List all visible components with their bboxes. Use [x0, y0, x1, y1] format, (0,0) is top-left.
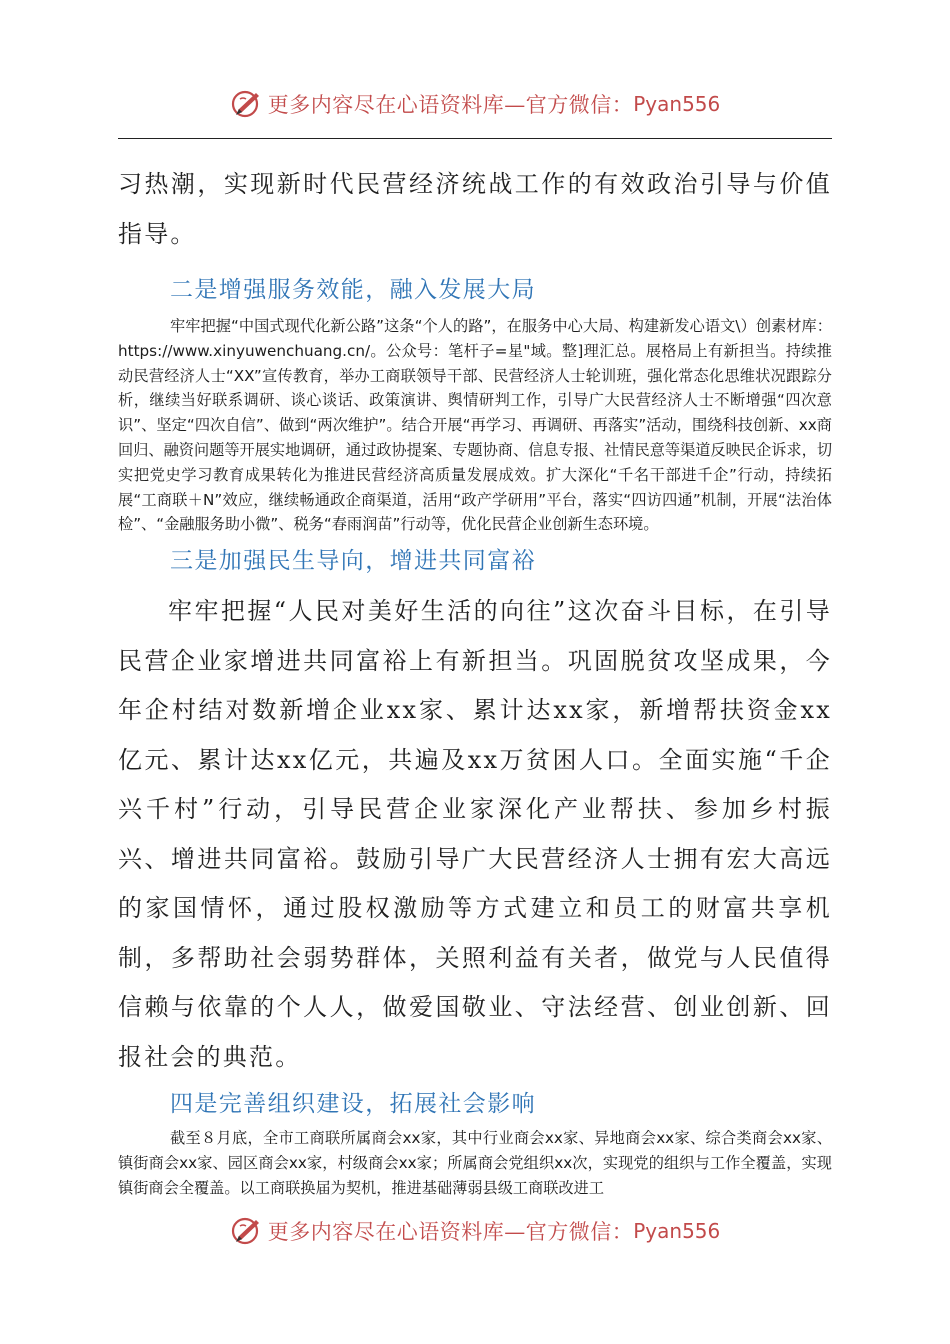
pen-logo-icon [230, 1214, 264, 1248]
banner-wechat-id: Pyan556 [633, 92, 721, 116]
section2-paragraph: 牢牢把握“中国式现代化新公路”这条“个人的路”，在服务中心大局、构建新发心语文\）创素材库：https://www.xinyuwenchuang.cn/。公众号：笔杆子=星"域。整]理汇总。展格局上有新担当。持续推动民营经济人士“XX”宣传教育，举办工商联领导干部、民营经济人士轮训班，强化常态化思维状况跟踪分析，继续当好联系调研、谈心谈话、政策演讲、舆情研判工作，引导广大民营经济人士不断增强“四次意识”、坚定“四次自信”、做到“两次维护”。结合开展“再学习、再调研、再落实”活动，围绕科技创新、xx商回归、融资问题等开展实地调研，通过政协提案、专题协商、信息专报、社情民意等渠道反映民企诉求，切实把党史学习教育成果转化为推进民营经济高质量发展成效。扩大深化“千名干部进千企”行动，持续拓展“工商联＋N”效应，继续畅通政企商渠道，活用“政产学研用”平台，落实“四访四通”机制，开展“法治体检”、“金融服务助小微”、税务“春雨润苗”行动等，优化民营企业创新生态环境。 [118, 317, 832, 534]
section3-paragraph: 牢牢把握“人民对美好生活的向往”这次奋斗目标，在引导民营企业家增进共同富裕上有新担当。巩固脱贫攻坚成果，今年企村结对数新增企业xx家、累计达xx家，新增帮扶资金xx亿元、累计达xx亿元，共遍及xx万贫困人口。全面实施“千企兴千村”行动，引导民营企业家深化产业帮扶、参加乡村振兴、增进共同富裕。鼓励引导广大民营经济人士拥有宏大高远的家国情怀，通过股权激励等方式建立和员工的财富共享机制，多帮助社会弱势群体，关照利益有关者，做党与人民值得信赖与依靠的个人人，做爱国敬业、守法经营、创业创新、回报社会的典范。 [118, 597, 832, 1071]
header-divider [118, 138, 832, 139]
section4-heading: 四是完善组织建设，拓展社会影响 [170, 1091, 536, 1118]
pen-logo-icon [230, 87, 264, 121]
header-banner [0, 84, 950, 124]
section4-paragraph: 截至８月底，全市工商联所属商会xx家，其中行业商会xx家、异地商会xx家、综合类商会xx家、镇街商会xx家、园区商会xx家，村级商会xx家；所属商会党组织xx次，实现党的组织与工作全覆盖，实现镇街商会全覆盖。以工商联换届为契机，推进基础薄弱县级工商联改进工 [118, 1129, 832, 1197]
section2-heading: 二是增强服务效能，融入发展大局 [170, 277, 536, 303]
banner-wechat-id: Pyan556 [633, 1219, 721, 1243]
document-body [118, 160, 832, 1201]
banner-text: 更多内容尽在心语资料库—官方微信： [267, 93, 634, 117]
intro-paragraph: 习热潮，实现新时代民营经济统战工作的有效政治引导与价值指导。 [118, 170, 832, 248]
footer-banner [0, 1211, 950, 1251]
section3-heading: 三是加强民生导向，增进共同富裕 [170, 548, 536, 575]
banner-text: 更多内容尽在心语资料库—官方微信： [267, 1220, 634, 1244]
